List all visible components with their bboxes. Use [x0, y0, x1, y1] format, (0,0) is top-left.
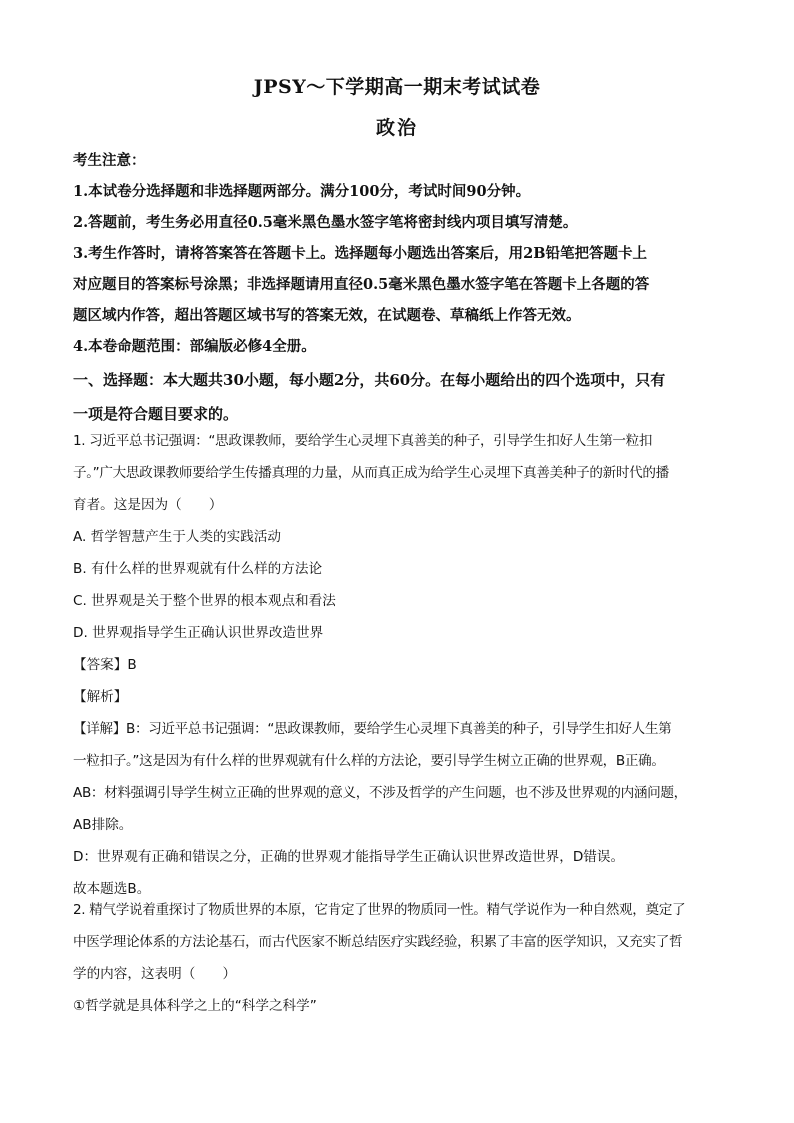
question-stem-line: 中医学理论体系的方法论基石，而古代医家不断总结医疗实践经验，积累了丰富的医学知识，又充实了哲	[73, 934, 683, 950]
section-line: 一项是符合题目要求的。	[73, 405, 239, 423]
notice-item: 4.本卷命题范围：部编版必修4全册。	[73, 338, 316, 355]
notice-item: 2.答题前，考生务必用直径0.5毫米黑色墨水签字笔将密封线内项目填写清楚。	[73, 214, 578, 231]
detail-line: D：世界观有正确和错误之分，正确的世界观才能指导学生正确认识世界改造世界，D错误。	[73, 849, 625, 865]
question-stem-line: 2. 精气学说着重探讨了物质世界的本原，它肯定了世界的物质同一性。精气学说作为一种自然观，奠定了	[73, 902, 686, 918]
notice-item: 对应题目的答案标号涂黑；非选择题请用直径0.5毫米黑色墨水签字笔在答题卡上各题的答	[73, 276, 650, 293]
detail-line: 【详解】B：习近平总书记强调：“思政课教师，要给学生心灵埋下真善美的种子，引导学生扣好人生第	[73, 721, 672, 737]
option-b: B. 有什么样的世界观就有什么样的方法论	[73, 561, 323, 577]
subject-title: 政治	[375, 117, 418, 139]
notice-item: 1.本试卷分选择题和非选择题两部分。满分100分，考试时间90分钟。	[73, 183, 531, 200]
notice-heading: 考生注意：	[73, 152, 146, 169]
notice-section	[73, 145, 721, 362]
detail-line: AB：材料强调引导学生树立正确的世界观的意义，不涉及哲学的产生问题，也不涉及世界观的内涵问题，	[73, 785, 687, 801]
section-line: 一、选择题：本大题共30小题，每小题2分，共60分。在每小题给出的四个选项中，只有	[73, 371, 666, 389]
detail-line: 一粒扣子。”这是因为有什么样的世界观就有什么样的方法论，要引导学生树立正确的世界观，B正确。	[73, 753, 665, 769]
question-stem-line: 1. 习近平总书记强调：“思政课教师，要给学生心灵埋下真善美的种子，引导学生扣好人生第一粒扣	[73, 433, 653, 449]
question-2	[73, 894, 721, 1022]
option-d: D. 世界观指导学生正确认识世界改造世界	[73, 625, 324, 641]
detail-line: 故本题选B。	[73, 881, 151, 897]
option-c: C. 世界观是关于整个世界的根本观点和看法	[73, 593, 336, 609]
section-heading	[73, 363, 721, 431]
question-stem-line: 子。”广大思政课教师要给学生传播真理的力量，从而真正成为给学生心灵埋下真善美种子的新时代的播	[73, 465, 669, 481]
question-stem-line: 学的内容，这表明（ ）	[73, 966, 237, 982]
option-a: A. 哲学智慧产生于人类的实践活动	[73, 529, 282, 545]
question-1	[73, 425, 721, 905]
answer-line: 【答案】B	[73, 657, 137, 673]
analysis-label: 【解析】	[73, 689, 128, 705]
notice-item: 3.考生作答时，请将答案答在答题卡上。选择题每小题选出答案后，用2B铅笔把答题卡上	[73, 245, 647, 262]
detail-line: AB排除。	[73, 817, 133, 833]
option-1: ①哲学就是具体科学之上的“科学之科学”	[73, 998, 317, 1014]
question-stem-line: 育者。这是因为（ ）	[73, 497, 223, 513]
notice-item: 题区域内作答，超出答题区域书写的答案无效，在试题卷、草稿纸上作答无效。	[73, 307, 581, 324]
exam-title: JPSY～下学期高一期末考试试卷	[253, 76, 541, 98]
